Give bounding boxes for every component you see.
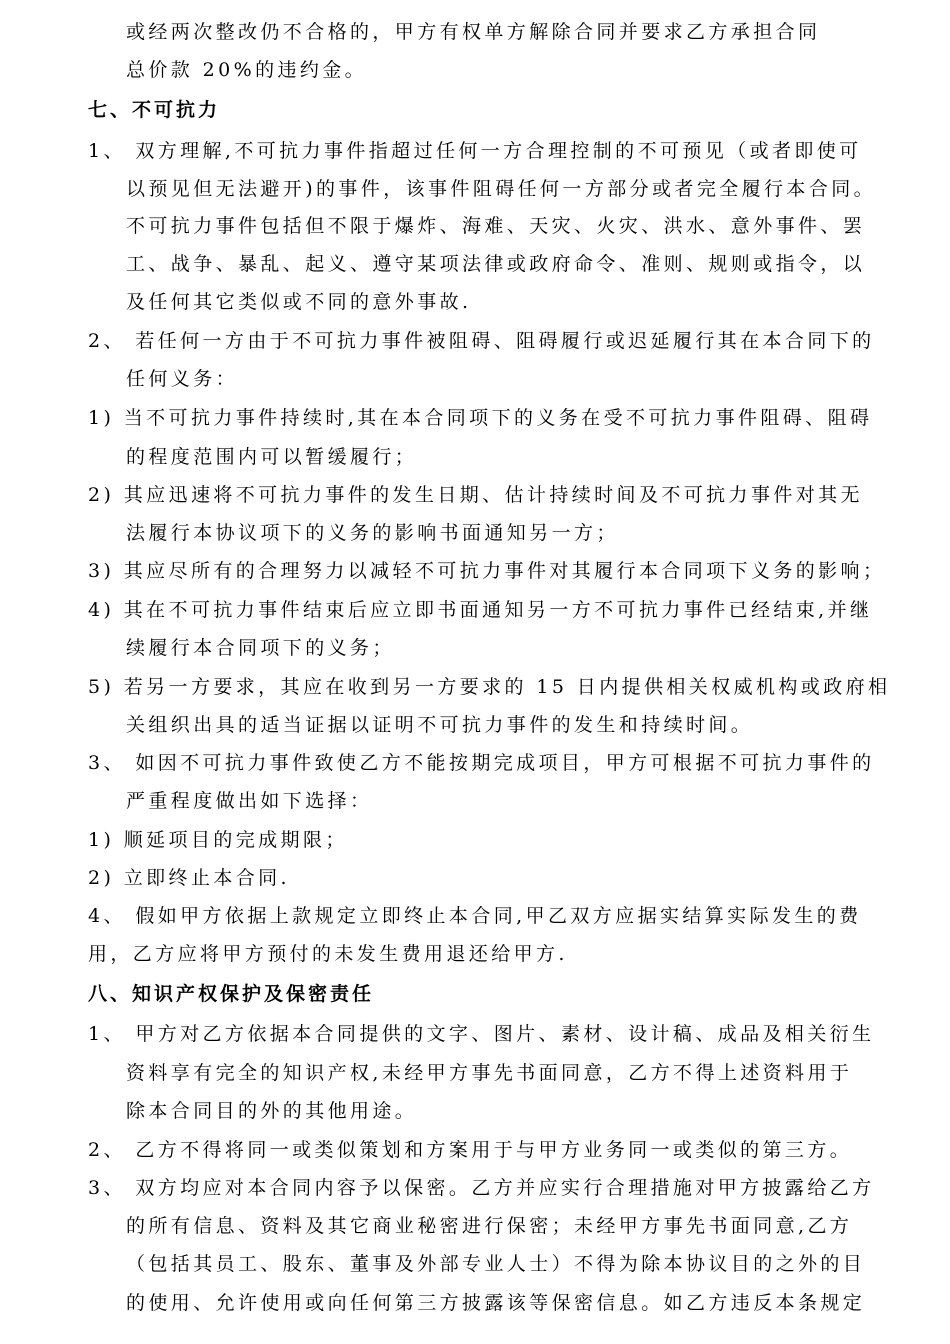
text-line: 5) 若另一方要求，其应在收到另一方要求的 15 日内提供相关权威机构或政府相	[88, 676, 891, 698]
text-line: 1、 双方理解,不可抗力事件指超过任何一方合理控制的不可预见（或者即使可	[88, 140, 862, 162]
section-heading: 八、知识产权保护及保密责任	[88, 983, 375, 1005]
text-line: 4) 其在不可抗力事件结束后应立即书面通知另一方不可抗力事件已经结束,并继	[88, 599, 873, 621]
text-line: 工、战争、暴乱、起义、遵守某项法律或政府命令、准则、规则或指令，以	[126, 253, 866, 275]
text-line: 的程度范围内可以暂缓履行；	[126, 446, 418, 468]
text-line: 3、 如因不可抗力事件致使乙方不能按期完成项目，甲方可根据不可抗力事件的	[88, 752, 875, 774]
text-line: 以预见但无法避开)的事件，该事件阻碍任何一方部分或者完全履行本合同。	[126, 178, 877, 200]
text-line: 的所有信息、资料及其它商业秘密进行保密；未经甲方事先书面同意,乙方	[126, 1215, 853, 1237]
text-line: 法履行本协议项下的义务的影响书面通知另一方；	[126, 522, 619, 544]
text-line: 任何义务：	[126, 368, 239, 390]
text-line: 用，乙方应将甲方预付的未发生费用退还给甲方.	[88, 943, 568, 965]
text-line: 2) 其应迅速将不可抗力事件的发生日期、估计持续时间及不可抗力事件对其无	[88, 484, 863, 506]
text-line: 1、 甲方对乙方依据本合同提供的文字、图片、素材、设计稿、成品及相关衍生	[88, 1023, 875, 1045]
text-line: 不可抗力事件包括但不限于爆炸、海难、天灾、火灾、洪水、意外事件、罢	[126, 215, 866, 237]
text-line: 续履行本合同项下的义务；	[126, 637, 395, 659]
text-line: 3) 其应尽所有的合理努力以减轻不可抗力事件对其履行本合同项下义务的影响；	[88, 560, 886, 582]
text-line: 2) 立即终止本合同.	[88, 867, 290, 889]
text-line: 资料享有完全的知识产权,未经甲方事先书面同意，乙方不得上述资料用于	[126, 1062, 853, 1084]
text-line: 4、 假如甲方依据上款规定立即终止本合同,甲乙双方应据实结算实际发生的费	[88, 905, 862, 927]
text-line: 的使用、允许使用或向任何第三方披露该等保密信息。如乙方违反本条规定	[126, 1292, 866, 1314]
text-line: 及任何其它类似或不同的意外事故.	[126, 291, 472, 313]
text-line: 总价款 20%的违约金。	[126, 59, 368, 81]
text-line: 1) 顺延项目的完成期限；	[88, 829, 348, 851]
text-line: 3、 双方均应对本合同内容予以保密。乙方并应实行合理措施对甲方披露给乙方	[88, 1177, 875, 1199]
section-heading: 七、不可抗力	[88, 99, 221, 121]
text-line: 2、 若任何一方由于不可抗力事件被阻碍、阻碍履行或迟延履行其在本合同下的	[88, 330, 875, 352]
text-line: 严重程度做出如下选择：	[126, 790, 373, 812]
text-line: （包括其员工、股东、董事及外部专业人士）不得为除本协议目的之外的目	[126, 1253, 866, 1275]
text-line: 2、 乙方不得将同一或类似策划和方案用于与甲方业务同一或类似的第三方。	[88, 1139, 853, 1161]
text-line: 或经两次整改仍不合格的，甲方有权单方解除合同并要求乙方承担合同	[126, 21, 821, 43]
text-line: 除本合同目的外的其他用途。	[126, 1100, 418, 1122]
text-line: 1) 当不可抗力事件持续时,其在本合同项下的义务在受不可抗力事件阻碍、阻碍	[88, 407, 873, 429]
text-line: 关组织出具的适当证据以证明不可抗力事件的发生和持续时间。	[126, 714, 754, 736]
